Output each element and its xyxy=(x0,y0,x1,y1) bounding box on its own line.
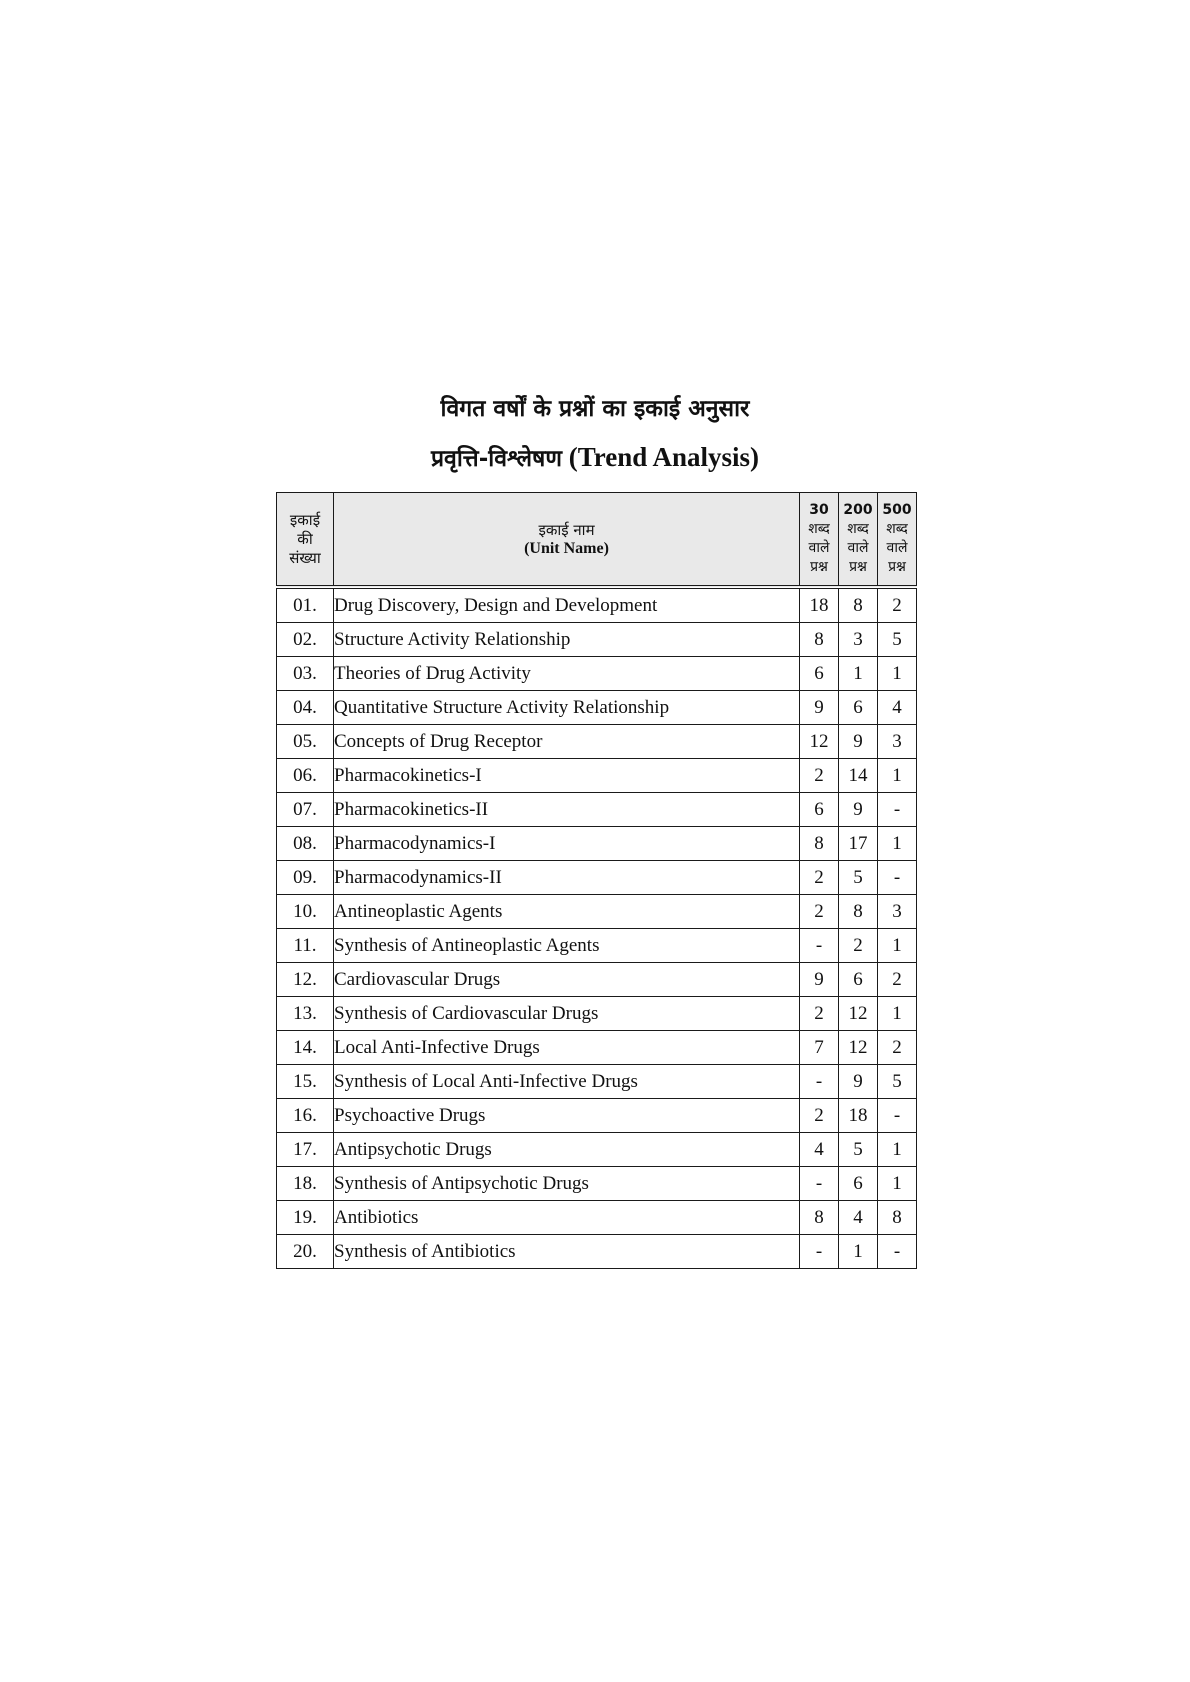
table-row xyxy=(277,1167,917,1201)
unit-name-cell: Pharmacokinetics-I xyxy=(334,759,800,793)
q200-count-cell: 14 xyxy=(839,759,878,793)
q200-count-cell: 6 xyxy=(839,963,878,997)
table-row xyxy=(277,759,917,793)
unit-name-cell: Drug Discovery, Design and Development xyxy=(334,587,800,623)
q500-count-cell: 1 xyxy=(878,657,917,691)
q200-count-cell: 3 xyxy=(839,623,878,657)
header-500-word-questions: 500 शब्द वाले प्रश्न xyxy=(878,493,917,588)
q200-count-cell: 18 xyxy=(839,1099,878,1133)
q500-count-cell: 2 xyxy=(878,1031,917,1065)
q500-count-cell: 2 xyxy=(878,587,917,623)
q500-count-cell: 1 xyxy=(878,929,917,963)
unit-number-cell: 17. xyxy=(277,1133,334,1167)
q30-count-cell: 12 xyxy=(800,725,839,759)
table-row xyxy=(277,997,917,1031)
unit-name-cell: Antipsychotic Drugs xyxy=(334,1133,800,1167)
table-row xyxy=(277,827,917,861)
q500-count-cell: - xyxy=(878,861,917,895)
unit-number-cell: 13. xyxy=(277,997,334,1031)
unit-name-cell: Cardiovascular Drugs xyxy=(334,963,800,997)
q500-count-cell: 2 xyxy=(878,963,917,997)
unit-name-cell: Pharmacodynamics-II xyxy=(334,861,800,895)
q30-count-cell: - xyxy=(800,1235,839,1269)
page-title-line1: विगत वर्षों के प्रश्नों का इकाई अनुसार xyxy=(440,396,750,422)
table-row xyxy=(277,793,917,827)
q30-count-cell: 18 xyxy=(800,587,839,623)
q30-count-cell: 2 xyxy=(800,1099,839,1133)
unit-number-cell: 11. xyxy=(277,929,334,963)
unit-name-cell: Synthesis of Antipsychotic Drugs xyxy=(334,1167,800,1201)
unit-number-cell: 20. xyxy=(277,1235,334,1269)
q500-count-cell: - xyxy=(878,1235,917,1269)
unit-number-cell: 07. xyxy=(277,793,334,827)
q30-count-cell: 6 xyxy=(800,657,839,691)
table-row xyxy=(277,895,917,929)
unit-name-cell: Structure Activity Relationship xyxy=(334,623,800,657)
unit-name-cell: Antibiotics xyxy=(334,1201,800,1235)
q200-count-cell: 9 xyxy=(839,793,878,827)
q200-count-cell: 17 xyxy=(839,827,878,861)
unit-name-cell: Concepts of Drug Receptor xyxy=(334,725,800,759)
unit-number-cell: 01. xyxy=(277,587,334,623)
unit-name-cell: Pharmacodynamics-I xyxy=(334,827,800,861)
table-row xyxy=(277,1201,917,1235)
unit-name-cell: Synthesis of Antineoplastic Agents xyxy=(334,929,800,963)
unit-name-cell: Synthesis of Local Anti-Infective Drugs xyxy=(334,1065,800,1099)
table-row xyxy=(277,861,917,895)
q200-count-cell: 8 xyxy=(839,587,878,623)
q200-count-cell: 9 xyxy=(839,725,878,759)
q500-count-cell: 3 xyxy=(878,895,917,929)
q30-count-cell: 4 xyxy=(800,1133,839,1167)
unit-number-cell: 19. xyxy=(277,1201,334,1235)
q200-count-cell: 6 xyxy=(839,1167,878,1201)
header-200-word-questions: 200 शब्द वाले प्रश्न xyxy=(839,493,878,588)
q200-count-cell: 5 xyxy=(839,1133,878,1167)
unit-number-cell: 02. xyxy=(277,623,334,657)
unit-name-cell: Local Anti-Infective Drugs xyxy=(334,1031,800,1065)
q30-count-cell: 6 xyxy=(800,793,839,827)
unit-number-cell: 12. xyxy=(277,963,334,997)
page-title-line2 xyxy=(0,438,1190,478)
q500-count-cell: 1 xyxy=(878,1133,917,1167)
q30-count-cell: 2 xyxy=(800,861,839,895)
unit-number-cell: 09. xyxy=(277,861,334,895)
unit-name-cell: Quantitative Structure Activity Relationship xyxy=(334,691,800,725)
table-row xyxy=(277,1133,917,1167)
unit-name-cell: Theories of Drug Activity xyxy=(334,657,800,691)
table-row xyxy=(277,929,917,963)
q30-count-cell: 9 xyxy=(800,691,839,725)
unit-name-cell: Antineoplastic Agents xyxy=(334,895,800,929)
table-header-row xyxy=(277,493,917,588)
q200-count-cell: 5 xyxy=(839,861,878,895)
q500-count-cell: 4 xyxy=(878,691,917,725)
q30-count-cell: 2 xyxy=(800,895,839,929)
page-title-hindi: प्रवृत्ति-विश्लेषण xyxy=(430,446,562,472)
q30-count-cell: 7 xyxy=(800,1031,839,1065)
page-title-english: (Trend Analysis) xyxy=(568,442,760,472)
unit-number-cell: 15. xyxy=(277,1065,334,1099)
q30-count-cell: 8 xyxy=(800,827,839,861)
header-unit-name: इकाई नाम (Unit Name) xyxy=(334,493,800,588)
q200-count-cell: 9 xyxy=(839,1065,878,1099)
table-row xyxy=(277,691,917,725)
unit-name-cell: Synthesis of Antibiotics xyxy=(334,1235,800,1269)
q200-count-cell: 1 xyxy=(839,657,878,691)
q200-count-cell: 2 xyxy=(839,929,878,963)
unit-number-cell: 05. xyxy=(277,725,334,759)
q200-count-cell: 12 xyxy=(839,997,878,1031)
table-row xyxy=(277,1031,917,1065)
unit-number-cell: 14. xyxy=(277,1031,334,1065)
unit-number-cell: 10. xyxy=(277,895,334,929)
q500-count-cell: 1 xyxy=(878,997,917,1031)
q500-count-cell: - xyxy=(878,1099,917,1133)
table-row xyxy=(277,725,917,759)
unit-number-cell: 16. xyxy=(277,1099,334,1133)
trend-analysis-table xyxy=(276,492,917,1269)
q500-count-cell: 1 xyxy=(878,827,917,861)
unit-number-cell: 03. xyxy=(277,657,334,691)
unit-number-cell: 06. xyxy=(277,759,334,793)
header-30-word-questions: 30 शब्द वाले प्रश्न xyxy=(800,493,839,588)
unit-name-cell: Pharmacokinetics-II xyxy=(334,793,800,827)
table-row xyxy=(277,963,917,997)
unit-number-cell: 18. xyxy=(277,1167,334,1201)
table-row xyxy=(277,1065,917,1099)
q500-count-cell: 5 xyxy=(878,623,917,657)
q500-count-cell: 3 xyxy=(878,725,917,759)
unit-name-cell: Psychoactive Drugs xyxy=(334,1099,800,1133)
table-row xyxy=(277,657,917,691)
q200-count-cell: 6 xyxy=(839,691,878,725)
unit-name-cell: Synthesis of Cardiovascular Drugs xyxy=(334,997,800,1031)
q30-count-cell: - xyxy=(800,929,839,963)
q200-count-cell: 1 xyxy=(839,1235,878,1269)
unit-number-cell: 04. xyxy=(277,691,334,725)
q200-count-cell: 4 xyxy=(839,1201,878,1235)
q500-count-cell: 1 xyxy=(878,759,917,793)
q200-count-cell: 8 xyxy=(839,895,878,929)
q500-count-cell: 5 xyxy=(878,1065,917,1099)
q500-count-cell: 1 xyxy=(878,1167,917,1201)
table-row xyxy=(277,1099,917,1133)
table-row xyxy=(277,587,917,623)
q200-count-cell: 12 xyxy=(839,1031,878,1065)
q30-count-cell: 2 xyxy=(800,759,839,793)
q30-count-cell: 8 xyxy=(800,1201,839,1235)
table-row xyxy=(277,623,917,657)
q30-count-cell: 8 xyxy=(800,623,839,657)
q30-count-cell: - xyxy=(800,1167,839,1201)
unit-number-cell: 08. xyxy=(277,827,334,861)
table-row xyxy=(277,1235,917,1269)
q30-count-cell: - xyxy=(800,1065,839,1099)
q30-count-cell: 2 xyxy=(800,997,839,1031)
q500-count-cell: - xyxy=(878,793,917,827)
header-unit-number: इकाई की संख्या xyxy=(277,493,334,588)
q30-count-cell: 9 xyxy=(800,963,839,997)
q500-count-cell: 8 xyxy=(878,1201,917,1235)
